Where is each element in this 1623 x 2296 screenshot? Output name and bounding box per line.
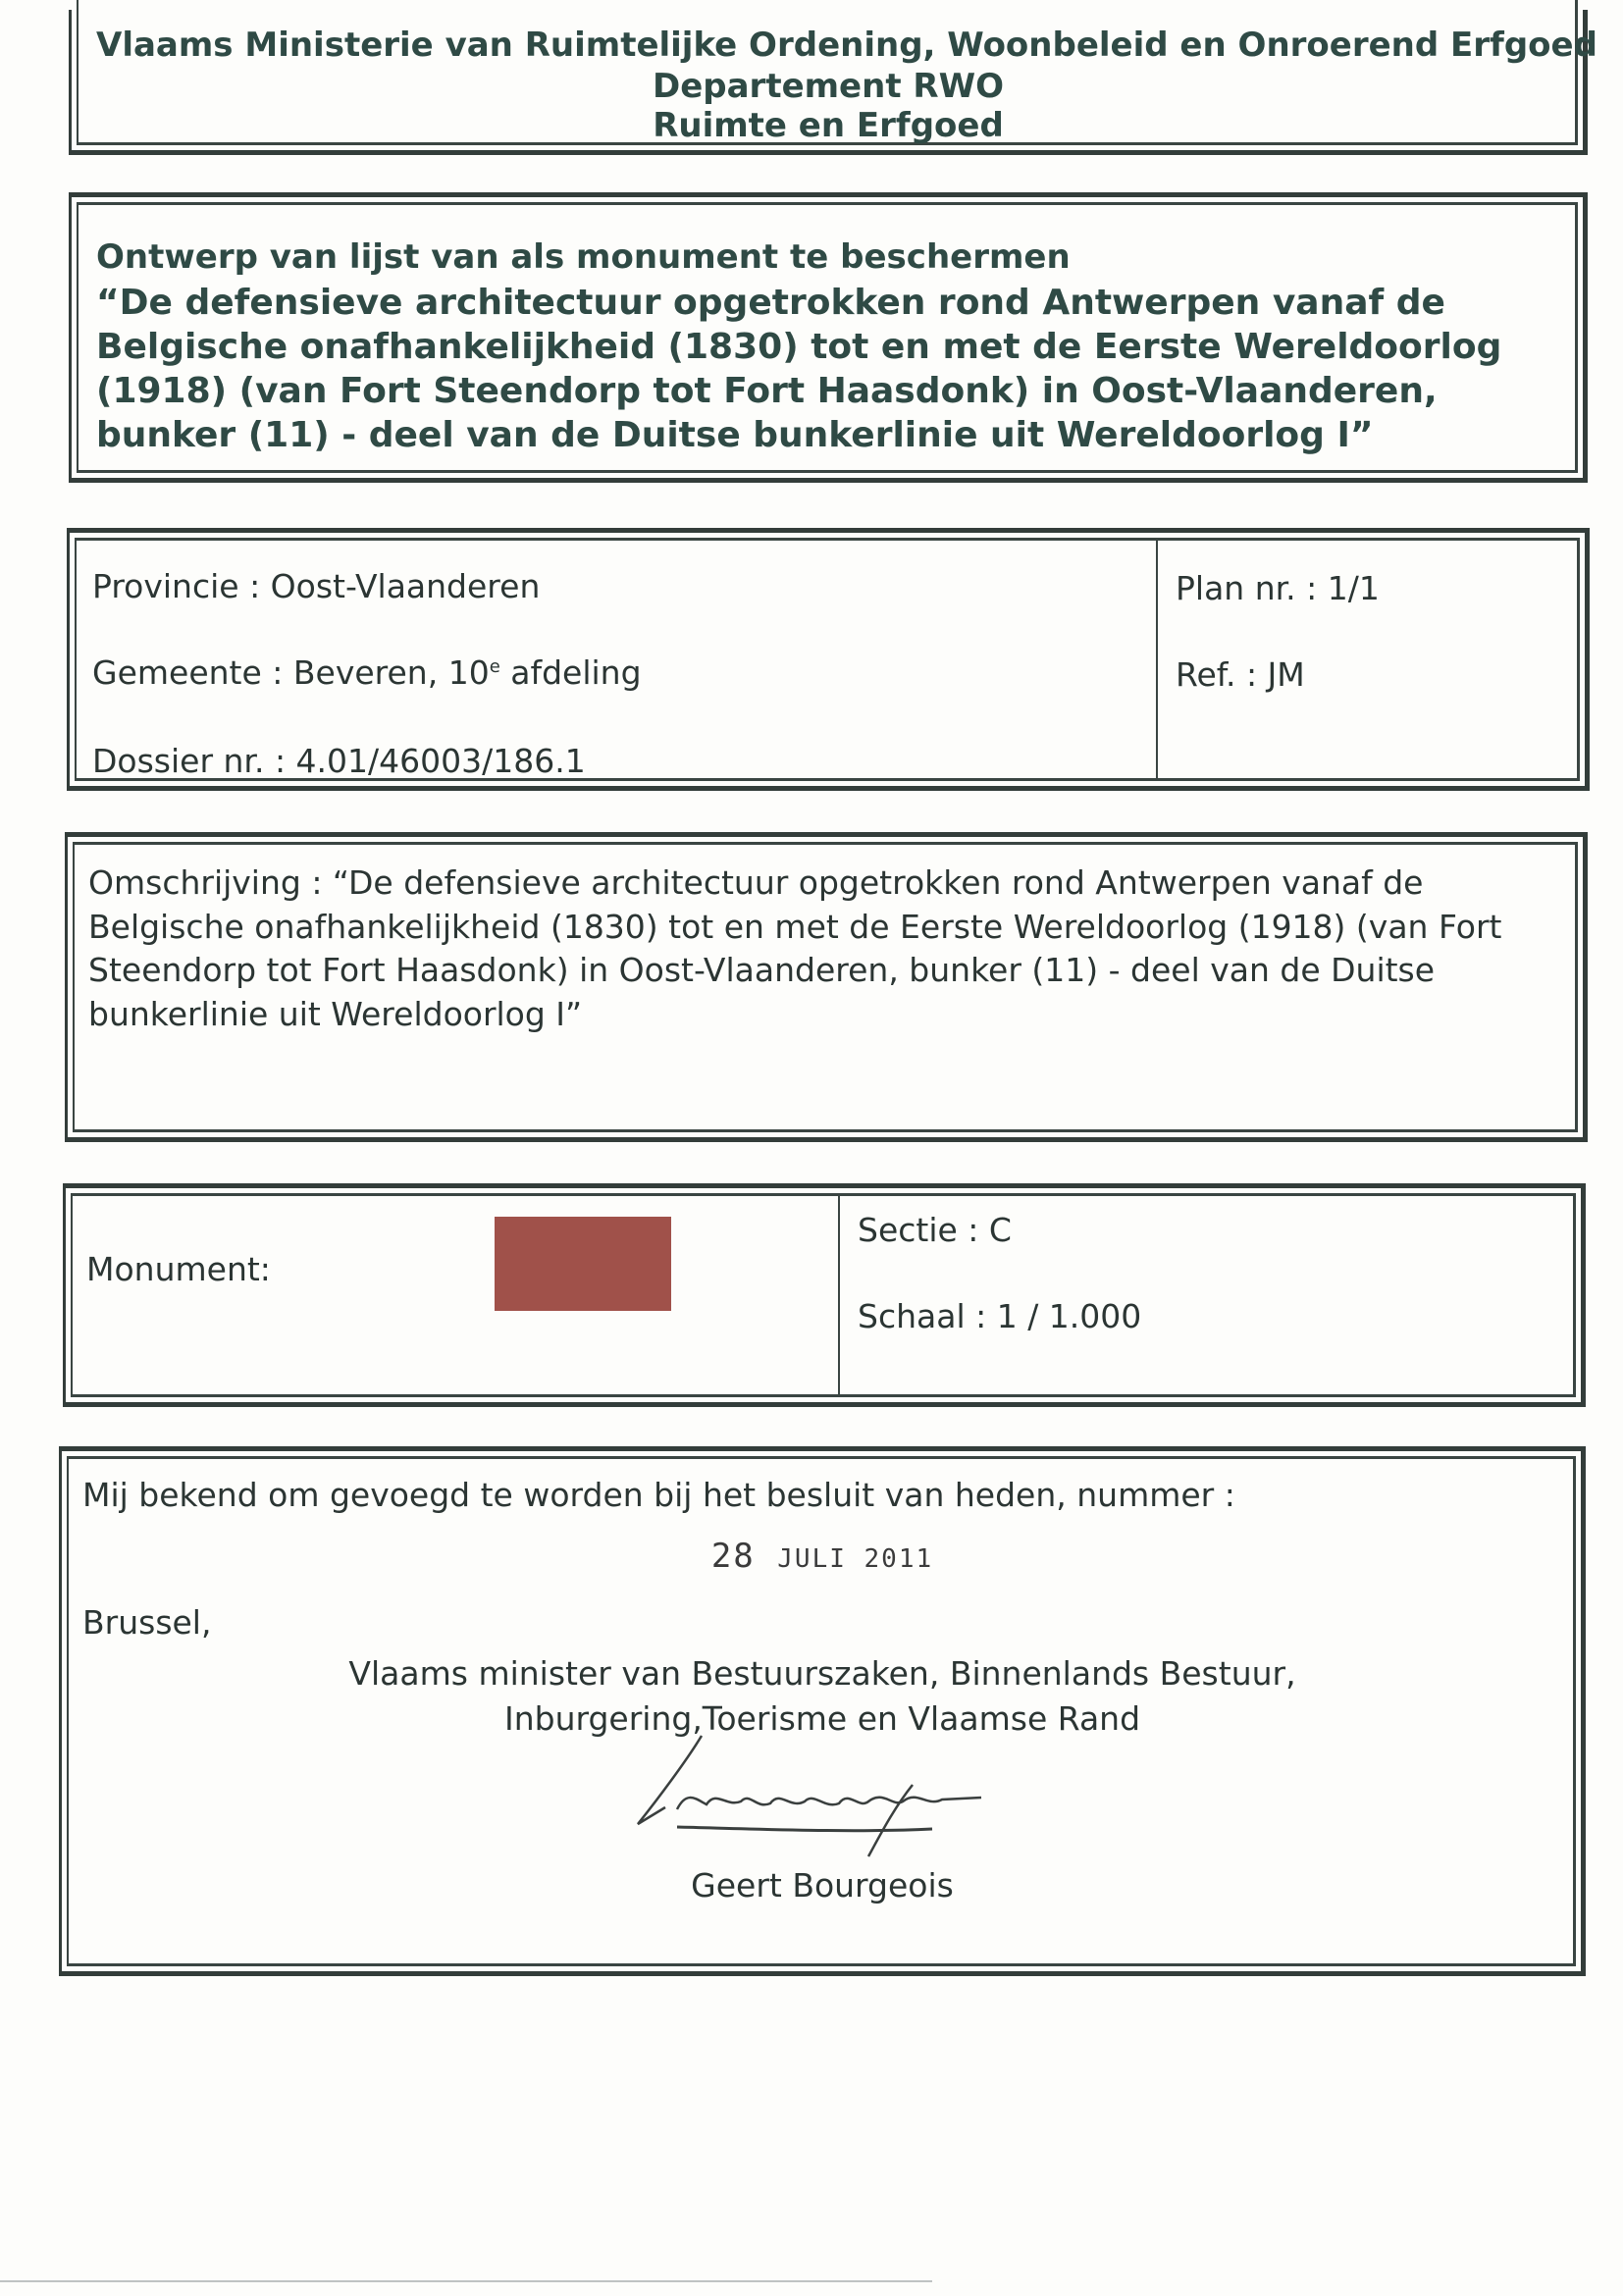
gemeente-field	[92, 653, 642, 692]
stamp-month-year: JULI 2011	[777, 1544, 934, 1574]
approval-statement: Mij bekend om gevoegd te worden bij het besluit van heden, nummer :	[82, 1476, 1235, 1514]
legend-box	[63, 1183, 1586, 1407]
provincie-field: Provincie : Oost-Vlaanderen	[92, 567, 541, 605]
description-box	[65, 832, 1588, 1142]
column-divider	[1156, 538, 1158, 781]
signature-icon	[608, 1731, 1021, 1858]
minister-name: Geert Bourgeois	[691, 1866, 954, 1905]
plan-number-field: Plan nr. : 1/1	[1176, 569, 1380, 607]
ministry-name: Vlaams Ministerie van Ruimtelijke Ordening, Woonbeleid en Onroerend Erfgoed	[96, 26, 1597, 65]
minister-title-line2: Inburgering,Toerisme en Vlaamse Rand	[503, 1699, 1141, 1738]
gemeente-text: Gemeente : Beveren, 10	[92, 653, 490, 692]
document-subject: “De defensieve architectuur opgetrokken rond Antwerpen vanaf de Belgische onafhankelijkheid (1830) tot en met de Eerste Wereldoorlog (1918) (van Fort Steendorp tot Fort Haasdonk) in Oost-Vlaanderen, bunker (11) - deel van de Duitse bunkerlinie uit Wereldoorlog I”	[96, 283, 1502, 455]
division-name: Ruimte en Erfgoed	[653, 106, 1004, 145]
document-heading: Ontwerp van lijst van als monument te beschermen	[96, 237, 1071, 277]
ministry-header	[69, 10, 1597, 155]
title-box	[69, 192, 1588, 483]
department-name: Departement RWO	[652, 67, 1004, 106]
reference-field: Ref. : JM	[1176, 655, 1305, 694]
scan-edge-line	[0, 2280, 932, 2282]
place: Brussel,	[82, 1603, 212, 1642]
frame	[71, 1193, 1576, 1397]
monument-label: Monument:	[86, 1250, 271, 1288]
column-divider	[838, 1195, 840, 1395]
dossier-field: Dossier nr. : 4.01/46003/186.1	[92, 742, 586, 780]
schaal-field: Schaal : 1 / 1.000	[858, 1297, 1142, 1335]
sectie-field: Sectie : C	[858, 1211, 1012, 1249]
approval-box	[59, 1446, 1586, 1976]
stamp-day: 28	[710, 1537, 756, 1576]
gemeente-suffix: afdeling	[499, 653, 642, 692]
monument-color-swatch	[495, 1217, 671, 1311]
date-stamp	[59, 1537, 1586, 1576]
minister-title-line1: Vlaams minister van Bestuurszaken, Binnenlands Bestuur,	[348, 1654, 1296, 1693]
description-text: Omschrijving : “De defensieve architectuur opgetrokken rond Antwerpen vanaf de Belgische onafhankelijkheid (1830) tot en met de Eerste Wereldoorlog (1918) (van Fort Steendorp tot Fort Haasdonk) in Oost-Vlaanderen, bunker (11) - deel van de Duitse bunkerlinie uit Wereldoorlog I”	[88, 863, 1502, 1033]
info-box	[67, 528, 1590, 791]
gemeente-superscript: e	[489, 656, 500, 677]
